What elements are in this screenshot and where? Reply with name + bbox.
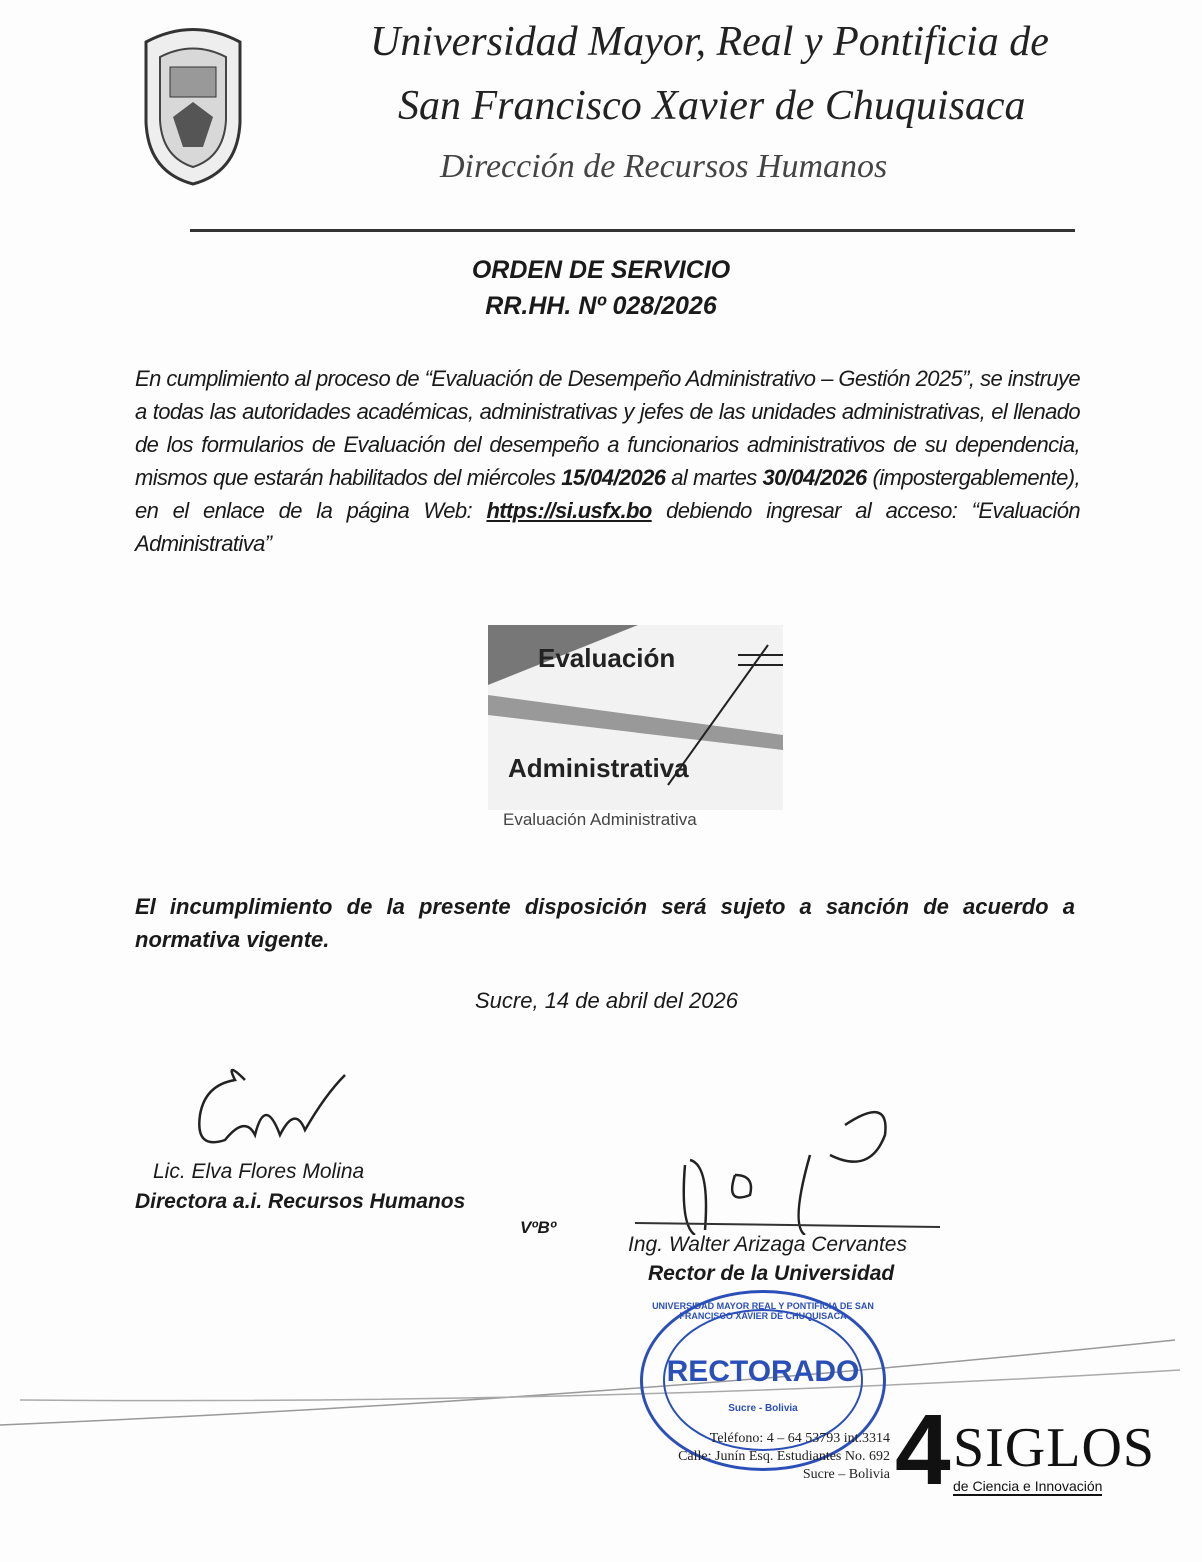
four-siglos-logo <box>895 1394 1156 1506</box>
header-title-line1: Universidad Mayor, Real y Pontificia de <box>370 19 1049 65</box>
footer-address <box>640 1430 890 1484</box>
footer-city: Sucre – Bolivia <box>802 1467 890 1482</box>
vobo-label: VºBº <box>520 1218 557 1237</box>
right-signer-role: Rector de la Universidad <box>648 1262 895 1285</box>
document-number: RR.HH. Nº 028/2026 <box>485 292 717 320</box>
body-paragraph <box>135 362 1080 560</box>
body-text: al martes <box>665 465 763 490</box>
start-date: 15/04/2026 <box>561 465 666 490</box>
footer-street: Calle: Junín Esq. Estudiantes No. 692 <box>678 1449 890 1464</box>
left-signer-role: Directora a.i. Recursos Humanos <box>135 1190 466 1213</box>
header-title-line2: San Francisco Xavier de Chuquisaca <box>398 83 1026 129</box>
stamp-sub-text: Sucre - Bolivia <box>728 1403 798 1414</box>
footer-phone: Teléfono: 4 – 64 53793 int.3314 <box>709 1431 890 1446</box>
logo-number: 4 <box>895 1394 951 1506</box>
stamp-ring-text: UNIVERSIDAD MAYOR REAL Y PONTIFICIA DE SAN FRANCISCO XAVIER DE CHUQUISACA <box>652 1301 874 1321</box>
evaluation-image <box>488 625 783 810</box>
signature-left-icon <box>185 1055 355 1165</box>
header-divider <box>190 229 1075 232</box>
body-text: debiendo ingresar al acceso: “Evaluación Administrativa” <box>135 498 1081 556</box>
end-date: 30/04/2026 <box>762 465 867 490</box>
image-word-evaluacion: Evaluación <box>538 643 676 673</box>
stamp-center-text: RECTORADO <box>666 1355 860 1388</box>
body-text: En cumplimiento al proceso de “Evaluación de Desempeño Administrativo – Gestión 2025”, se instruye a todas las autoridades académicas, administrativas y jefes de las unidades administrativas, el llenado de los formularios de Evaluación del desempeño a funcionarios administrativos de su dependencia, mismos que estarán habilitados del miércoles <box>135 366 1080 490</box>
place-date: Sucre, 14 de abril del 2026 <box>475 988 738 1013</box>
body-text: (impostergablemente), en el enlace de la página Web: <box>135 465 1080 523</box>
web-link[interactable]: https://si.usfx.bo <box>486 498 652 523</box>
logo-word: SIGLOS <box>953 1417 1156 1479</box>
left-signer-name: Lic. Elva Flores Molina <box>153 1160 365 1183</box>
signature-right-icon <box>630 1095 950 1235</box>
right-signer-name: Ing. Walter Arizaga Cervantes <box>628 1233 907 1256</box>
document-title: ORDEN DE SERVICIO <box>471 256 731 284</box>
image-word-administrativa: Administrativa <box>508 753 689 783</box>
warning-paragraph: El incumplimiento de la presente disposición será sujeto a sanción de acuerdo a normativa vigente. <box>135 894 1075 952</box>
image-caption: Evaluación Administrativa <box>503 810 697 829</box>
university-seal-icon <box>138 22 248 187</box>
logo-tagline: de Ciencia e Innovación <box>953 1478 1103 1494</box>
header-title-line3: Dirección de Recursos Humanos <box>440 148 888 185</box>
